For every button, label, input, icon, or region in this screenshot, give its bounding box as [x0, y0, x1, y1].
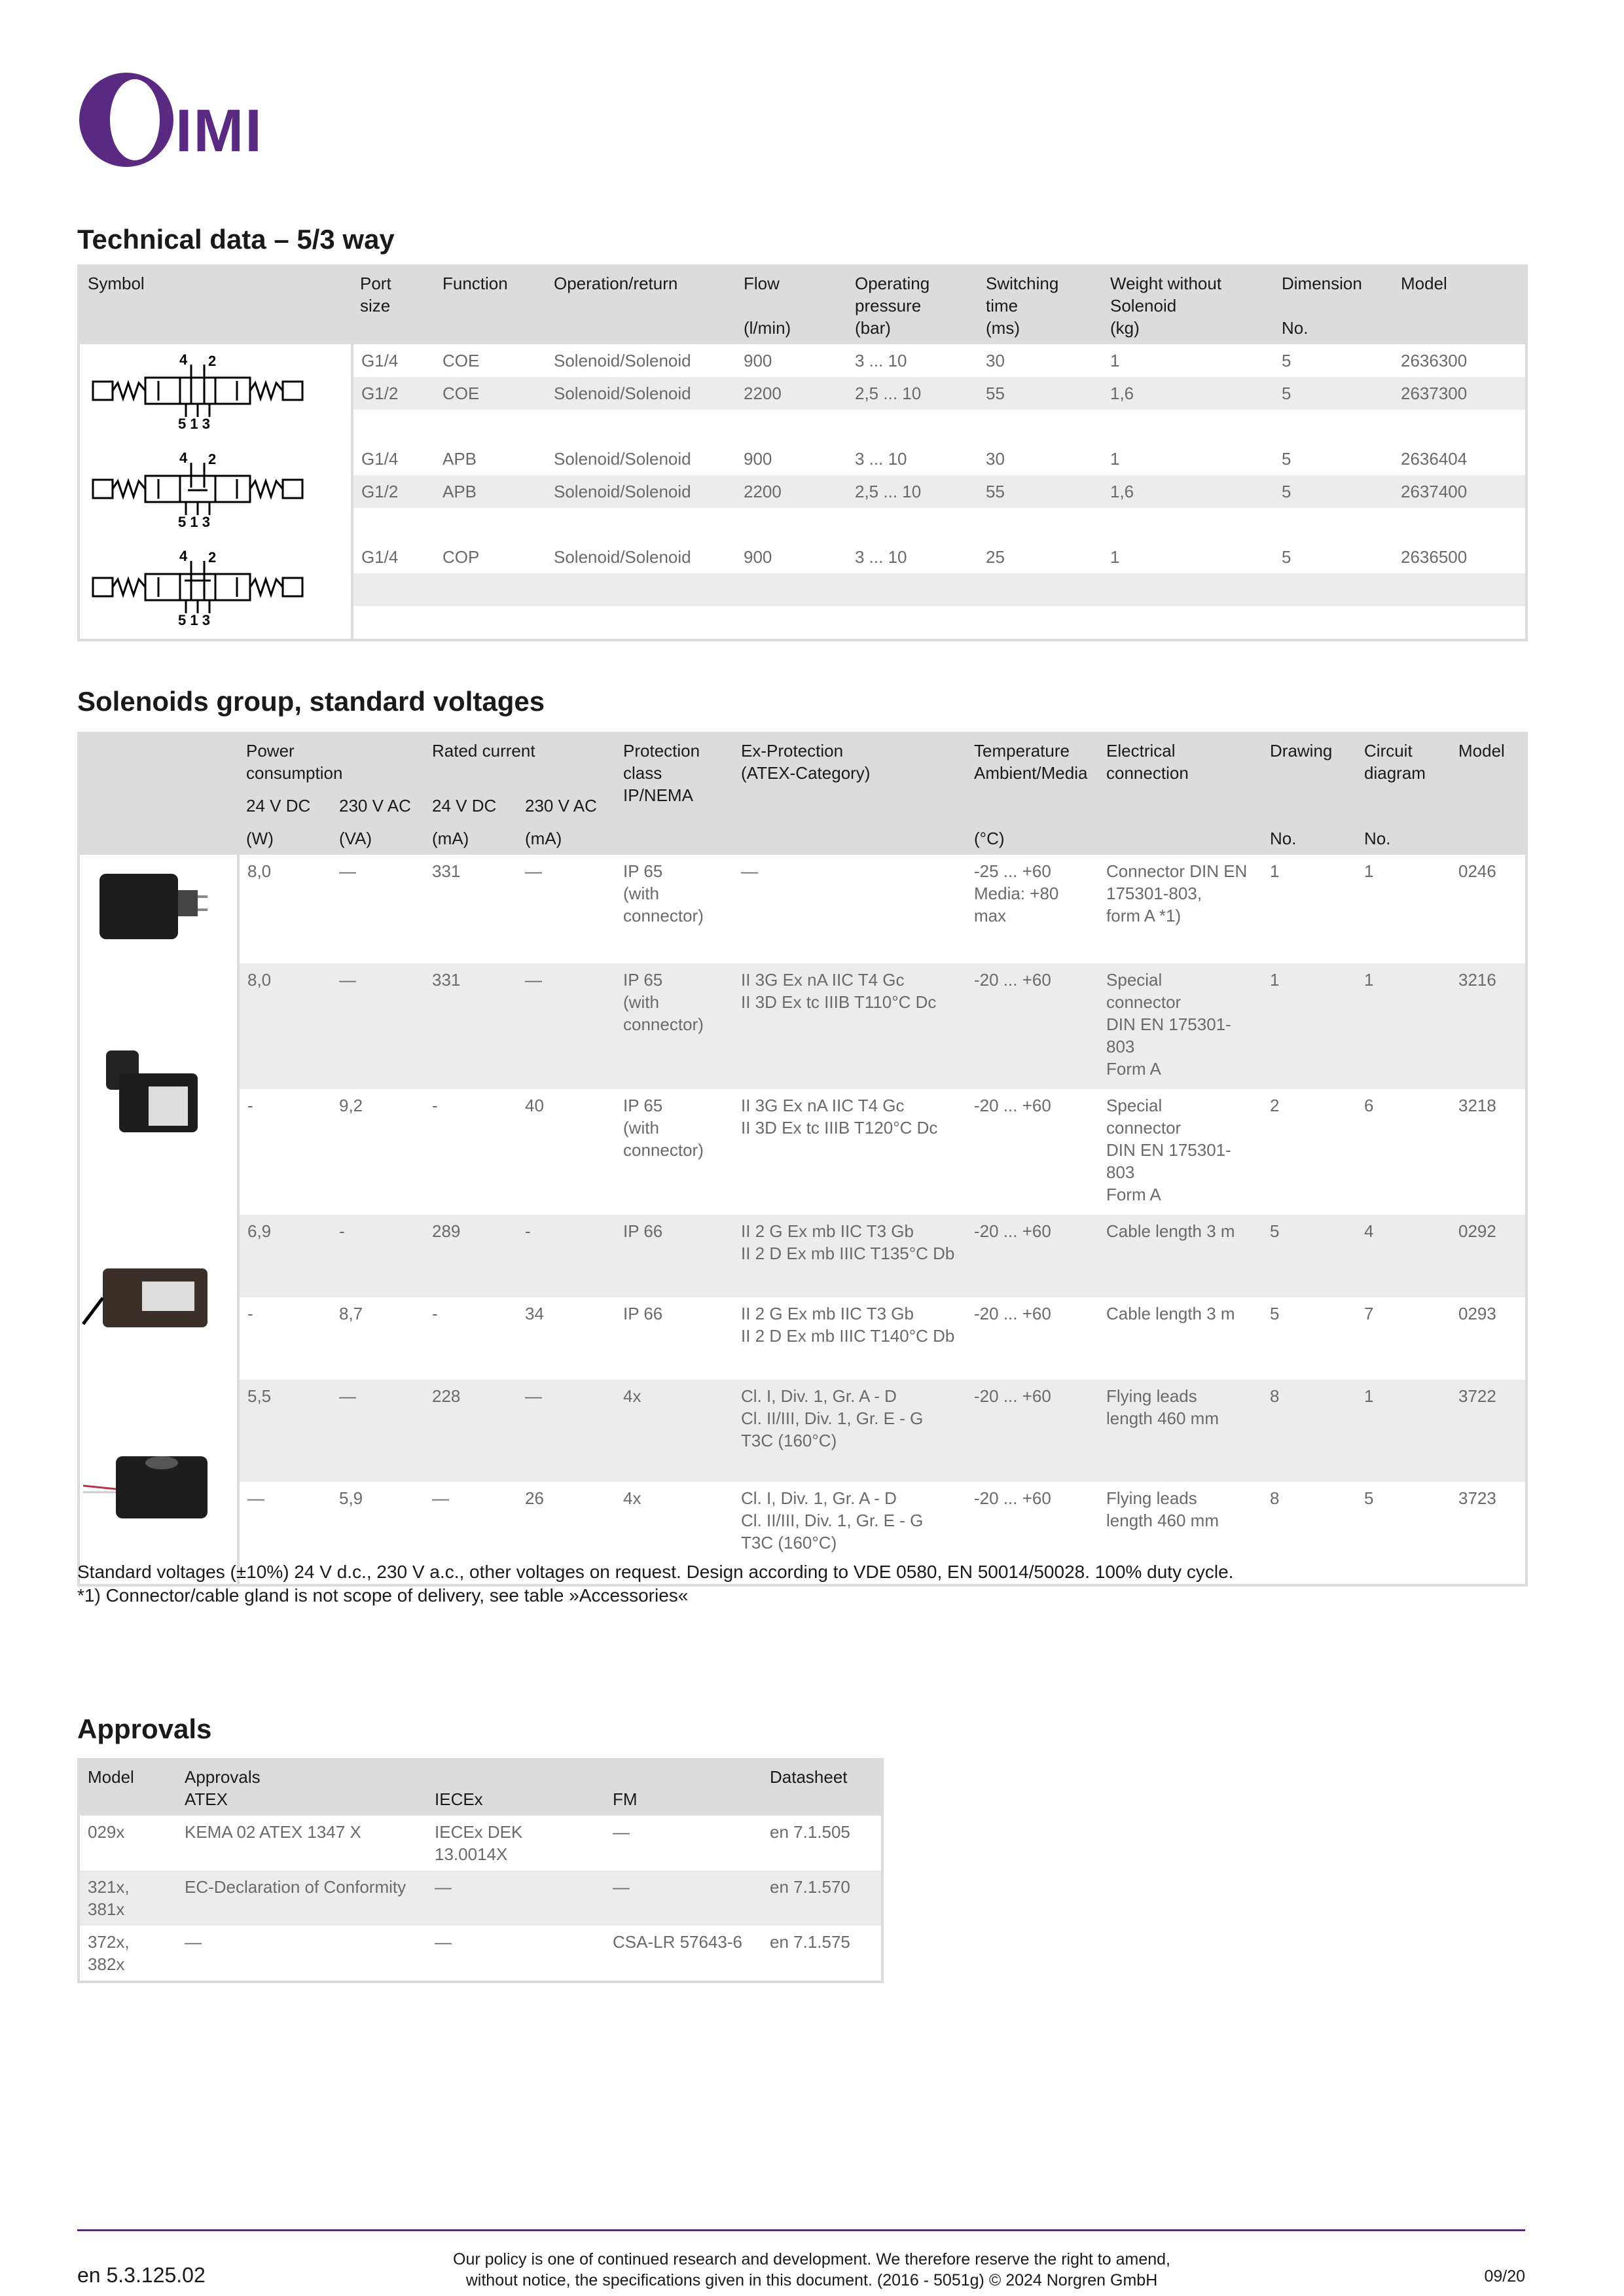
cell-flow: [736, 573, 847, 606]
cell-model: [1393, 573, 1526, 606]
cell-dimension: [1274, 573, 1393, 606]
cell-elec: Special connector DIN EN 175301-803 Form A: [1098, 963, 1262, 1089]
header-dimension: Dimension No.: [1274, 266, 1393, 344]
cell-protection: 4x: [615, 1482, 733, 1585]
footer-policy: Our policy is one of continued research and development. We therefore reserve the right to amend, without notice, the specifications given in this document. (2016 - 5051g) © 2024 Norgren GmbH: [453, 2250, 1170, 2289]
technical-data-title: Technical data – 5/3 way: [77, 224, 395, 255]
approval-row: [79, 1926, 882, 1982]
cell-model: 2636500: [1393, 541, 1526, 573]
cell-fm: —: [605, 1816, 762, 1871]
cell-elec: Flying leads length 460 mm: [1098, 1380, 1262, 1482]
imi-logo: [77, 71, 293, 182]
cell-switching: 55: [978, 475, 1102, 508]
cell-datasheet: en 7.1.570: [762, 1871, 882, 1926]
cell-i_dc: 228: [424, 1380, 517, 1482]
cell-i_dc: 331: [424, 855, 517, 963]
header-atex: ATEX: [185, 1789, 228, 1809]
cell-protection: IP 66: [615, 1297, 733, 1380]
cell-circuit: 1: [1356, 855, 1451, 963]
cell-i_dc: -: [424, 1297, 517, 1380]
solenoids-table: [77, 732, 1528, 1587]
cell-i_ac: —: [517, 963, 615, 1089]
unit-ma-dc: (mA): [424, 822, 517, 855]
header-fm: FM: [605, 1759, 762, 1816]
cell-function: COP: [435, 541, 546, 573]
solenoid-row: [79, 1297, 1526, 1380]
cell-p_ac: —: [331, 1380, 424, 1482]
cell-fm: —: [605, 1871, 762, 1926]
header-current-dc: 24 V DC: [424, 789, 517, 822]
cell-port: G1/4: [352, 344, 435, 377]
port-label-2: 2: [208, 353, 217, 369]
cell-ex: II 2 G Ex mb IIC T3 Gb II 2 D Ex mb IIIC T135°C Db: [733, 1215, 966, 1297]
solenoid-row: [79, 1380, 1526, 1482]
cell-i_ac: 26: [517, 1482, 615, 1585]
cell-operation: Solenoid/Solenoid: [546, 442, 736, 475]
cell-pressure: 3 ... 10: [847, 541, 978, 573]
header-current-ac: 230 V AC: [517, 789, 615, 822]
cell-port: [352, 410, 435, 442]
technical-row: [79, 541, 1526, 573]
cell-p_ac: -: [331, 1215, 424, 1297]
cell-dimension: [1274, 508, 1393, 541]
solenoid-image-cell: [79, 963, 238, 1215]
cell-p_dc: 5,5: [238, 1380, 331, 1482]
header-electrical: Electrical connection: [1098, 733, 1262, 822]
cell-switching: 55: [978, 377, 1102, 410]
unit-ma-ac: (mA): [517, 822, 615, 855]
cell-model: 0293: [1451, 1297, 1526, 1380]
unit-blank-1: [615, 822, 733, 855]
cell-switching: 30: [978, 344, 1102, 377]
cell-model: 3723: [1451, 1482, 1526, 1585]
cell-dimension: 5: [1274, 377, 1393, 410]
port-label-4: 4: [179, 351, 188, 368]
port-label-4: 4: [179, 450, 188, 466]
cell-function: [435, 573, 546, 606]
technical-row: [79, 442, 1526, 475]
cell-elec: Cable length 3 m: [1098, 1215, 1262, 1297]
cell-datasheet: en 7.1.575: [762, 1926, 882, 1982]
solenoid-row: [79, 963, 1526, 1089]
cell-flow: 2200: [736, 377, 847, 410]
cell-temp: -20 ... +60: [966, 1215, 1098, 1297]
cell-pressure: 2,5 ... 10: [847, 377, 978, 410]
symbol-cell: [79, 344, 352, 442]
valve-symbol-icon: [80, 548, 316, 626]
cell-weight: 1,6: [1102, 475, 1274, 508]
cell-ex: II 2 G Ex mb IIC T3 Gb II 2 D Ex mb IIIC T140°C Db: [733, 1297, 966, 1380]
unit-va: (VA): [331, 822, 424, 855]
header-appr-atex: [177, 1759, 427, 1816]
cell-p_ac: 5,9: [331, 1482, 424, 1585]
cell-model: [1393, 410, 1526, 442]
solenoid-header-row-1: [79, 733, 1526, 789]
cell-port: [352, 508, 435, 541]
cell-elec: Connector DIN EN 175301-803, form A *1): [1098, 855, 1262, 963]
solenoid-coil-icon: [80, 857, 224, 956]
cell-flow: 2200: [736, 475, 847, 508]
note-standard-voltages: Standard voltages (±10%) 24 V d.c., 230 V a.c., other voltages on request. Design according to VDE 0580, EN 50014/50028. 100% duty cycle.: [77, 1562, 1234, 1582]
cell-function: APB: [435, 475, 546, 508]
cell-model: 0292: [1451, 1215, 1526, 1297]
cell-operation: [546, 606, 736, 640]
approvals-header-row: [79, 1759, 882, 1816]
cell-pressure: 2,5 ... 10: [847, 475, 978, 508]
solenoids-title: Solenoids group, standard voltages: [77, 686, 545, 717]
cell-pressure: [847, 573, 978, 606]
cell-p_ac: 8,7: [331, 1297, 424, 1380]
cell-dimension: 5: [1274, 541, 1393, 573]
solenoid-coil-icon: [80, 1246, 224, 1344]
header-power-ac: 230 V AC: [331, 789, 424, 822]
cell-dimension: [1274, 606, 1393, 640]
cell-atex: KEMA 02 ATEX 1347 X: [177, 1816, 427, 1871]
cell-model: 2636300: [1393, 344, 1526, 377]
footer-date: 09/20: [1484, 2267, 1525, 2286]
solenoid-image-cell: [79, 1380, 238, 1585]
cell-i_ac: —: [517, 855, 615, 963]
cell-pressure: 3 ... 10: [847, 442, 978, 475]
cell-protection: IP 65 (with connector): [615, 855, 733, 963]
valve-symbol-icon: [80, 450, 316, 528]
cell-switching: [978, 606, 1102, 640]
unit-circuit-no: No.: [1356, 822, 1451, 855]
cell-model: 0246: [1451, 855, 1526, 963]
cell-iecex: IECEx DEK 13.0014X: [427, 1816, 605, 1871]
footer-divider: [77, 2229, 1525, 2231]
cell-p_dc: -: [238, 1089, 331, 1215]
cell-model: 2636404: [1393, 442, 1526, 475]
header-protection: Protection class IP/NEMA: [615, 733, 733, 822]
cell-circuit: 1: [1356, 1380, 1451, 1482]
cell-flow: 900: [736, 344, 847, 377]
cell-port: [352, 573, 435, 606]
cell-i_dc: -: [424, 1089, 517, 1215]
cell-ex: II 3G Ex nA IIC T4 Gc II 3D Ex tc IIIB T120°C Dc: [733, 1089, 966, 1215]
header-ex: Ex-Protection (ATEX-Category): [733, 733, 966, 822]
note-connector: *1) Connector/cable gland is not scope of delivery, see table »Accessories«: [77, 1585, 689, 1605]
cell-port: G1/2: [352, 475, 435, 508]
technical-row: [79, 344, 1526, 377]
solenoid-coil-icon: [80, 1037, 224, 1136]
unit-blank-2: [733, 822, 966, 855]
cell-i_dc: 331: [424, 963, 517, 1089]
header-approvals: Approvals: [185, 1767, 261, 1787]
cell-weight: [1102, 410, 1274, 442]
header-circuit: Circuit diagram: [1356, 733, 1451, 822]
cell-p_dc: 6,9: [238, 1215, 331, 1297]
cell-switching: [978, 573, 1102, 606]
header-power-dc: 24 V DC: [238, 789, 331, 822]
cell-switching: [978, 410, 1102, 442]
technical-data-table: [77, 264, 1528, 641]
cell-operation: [546, 573, 736, 606]
approvals-table: [77, 1758, 884, 1983]
header-switching-time: Switching time (ms): [978, 266, 1102, 344]
solenoid-header-row-3: [79, 822, 1526, 855]
cell-model: 3218: [1451, 1089, 1526, 1215]
cell-model: [1393, 606, 1526, 640]
cell-dimension: 5: [1274, 344, 1393, 377]
cell-iecex: —: [427, 1926, 605, 1982]
cell-p_dc: -: [238, 1297, 331, 1380]
cell-pressure: [847, 508, 978, 541]
cell-i_ac: 34: [517, 1297, 615, 1380]
cell-model: 3216: [1451, 963, 1526, 1089]
header-flow: Flow (l/min): [736, 266, 847, 344]
cell-flow: [736, 508, 847, 541]
port-label-513: 5 1 3: [178, 416, 210, 430]
cell-dimension: [1274, 410, 1393, 442]
cell-circuit: 7: [1356, 1297, 1451, 1380]
cell-port: G1/4: [352, 442, 435, 475]
cell-i_ac: 40: [517, 1089, 615, 1215]
cell-weight: 1: [1102, 541, 1274, 573]
cell-temp: -20 ... +60: [966, 1380, 1098, 1482]
header-model: Model: [1451, 733, 1526, 855]
cell-operation: Solenoid/Solenoid: [546, 541, 736, 573]
cell-weight: 1: [1102, 442, 1274, 475]
cell-pressure: [847, 606, 978, 640]
cell-flow: [736, 606, 847, 640]
cell-temp: -20 ... +60: [966, 1089, 1098, 1215]
cell-circuit: 6: [1356, 1089, 1451, 1215]
cell-function: COE: [435, 377, 546, 410]
unit-blank-3: [1098, 822, 1262, 855]
symbol-cell: [79, 442, 352, 541]
technical-header-row: [79, 266, 1526, 344]
cell-temp: -20 ... +60: [966, 1297, 1098, 1380]
cell-model: 321x, 381x: [79, 1871, 177, 1926]
unit-w: (W): [238, 822, 331, 855]
header-power: Power consumption: [238, 733, 424, 789]
cell-drawing: 2: [1262, 1089, 1356, 1215]
cell-i_ac: -: [517, 1215, 615, 1297]
valve-symbol-icon: [80, 351, 316, 430]
solenoid-notes: [77, 1560, 1525, 1607]
cell-circuit: 1: [1356, 963, 1451, 1089]
cell-drawing: 5: [1262, 1297, 1356, 1380]
cell-model: 029x: [79, 1816, 177, 1871]
header-operation: Operation/return: [546, 266, 736, 344]
approval-row: [79, 1871, 882, 1926]
header-iecex: IECEx: [427, 1759, 605, 1816]
solenoid-row: [79, 1089, 1526, 1215]
cell-ex: Cl. I, Div. 1, Gr. A - D Cl. II/III, Div. 1, Gr. E - G T3C (160°C): [733, 1380, 966, 1482]
cell-flow: [736, 410, 847, 442]
header-current: Rated current: [424, 733, 615, 789]
cell-switching: [978, 508, 1102, 541]
cell-circuit: 5: [1356, 1482, 1451, 1585]
cell-dimension: 5: [1274, 442, 1393, 475]
cell-drawing: 1: [1262, 963, 1356, 1089]
port-label-2: 2: [208, 549, 217, 565]
cell-p_dc: 8,0: [238, 963, 331, 1089]
solenoid-row: [79, 1215, 1526, 1297]
unit-drawing-no: No.: [1262, 822, 1356, 855]
cell-fm: CSA-LR 57643-6: [605, 1926, 762, 1982]
cell-weight: 1,6: [1102, 377, 1274, 410]
cell-drawing: 8: [1262, 1482, 1356, 1585]
header-function: Function: [435, 266, 546, 344]
cell-port: G1/4: [352, 541, 435, 573]
cell-pressure: 3 ... 10: [847, 344, 978, 377]
port-label-4: 4: [179, 548, 188, 564]
cell-switching: 25: [978, 541, 1102, 573]
cell-atex: EC-Declaration of Conformity: [177, 1871, 427, 1926]
cell-function: APB: [435, 442, 546, 475]
cell-temp: -20 ... +60: [966, 963, 1098, 1089]
cell-protection: 4x: [615, 1380, 733, 1482]
cell-operation: [546, 508, 736, 541]
cell-ex: II 3G Ex nA IIC T4 Gc II 3D Ex tc IIIB T110°C Dc: [733, 963, 966, 1089]
cell-i_dc: —: [424, 1482, 517, 1585]
cell-flow: 900: [736, 442, 847, 475]
header-temperature: Temperature Ambient/Media: [966, 733, 1098, 822]
cell-protection: IP 65 (with connector): [615, 1089, 733, 1215]
header-weight: Weight without Solenoid (kg): [1102, 266, 1274, 344]
cell-weight: [1102, 606, 1274, 640]
approvals-title: Approvals: [77, 1713, 212, 1744]
port-label-2: 2: [208, 451, 217, 467]
cell-temp: -25 ... +60 Media: +80 max: [966, 855, 1098, 963]
header-pressure: Operating pressure (bar): [847, 266, 978, 344]
cell-operation: [546, 410, 736, 442]
header-image-blank: [79, 733, 238, 855]
footer-doc-number: en 5.3.125.02: [77, 2263, 206, 2287]
cell-model: 2637300: [1393, 377, 1526, 410]
header-datasheet: Datasheet: [762, 1759, 882, 1816]
cell-i_dc: 289: [424, 1215, 517, 1297]
solenoid-image-cell: [79, 1215, 238, 1380]
port-label-513: 5 1 3: [178, 514, 210, 528]
cell-weight: [1102, 573, 1274, 606]
cell-i_ac: —: [517, 1380, 615, 1482]
cell-weight: 1: [1102, 344, 1274, 377]
cell-port: [352, 606, 435, 640]
cell-elec: Flying leads length 460 mm: [1098, 1482, 1262, 1585]
cell-elec: Cable length 3 m: [1098, 1297, 1262, 1380]
cell-function: [435, 606, 546, 640]
cell-ex: Cl. I, Div. 1, Gr. A - D Cl. II/III, Div. 1, Gr. E - G T3C (160°C): [733, 1482, 966, 1585]
cell-p_ac: —: [331, 963, 424, 1089]
cell-drawing: 8: [1262, 1380, 1356, 1482]
logo-text: IMI: [175, 98, 263, 164]
cell-p_ac: 9,2: [331, 1089, 424, 1215]
unit-celsius: (°C): [966, 822, 1098, 855]
imi-logo-ring-icon: [77, 71, 175, 169]
cell-p_ac: —: [331, 855, 424, 963]
header-appr-model: Model: [79, 1759, 177, 1816]
cell-dimension: 5: [1274, 475, 1393, 508]
cell-temp: -20 ... +60: [966, 1482, 1098, 1585]
cell-model: 2637400: [1393, 475, 1526, 508]
cell-iecex: —: [427, 1871, 605, 1926]
cell-function: [435, 508, 546, 541]
cell-weight: [1102, 508, 1274, 541]
symbol-cell: [79, 541, 352, 640]
cell-operation: Solenoid/Solenoid: [546, 377, 736, 410]
solenoid-row: [79, 855, 1526, 963]
cell-function: COE: [435, 344, 546, 377]
approval-row: [79, 1816, 882, 1871]
cell-circuit: 4: [1356, 1215, 1451, 1297]
cell-drawing: 5: [1262, 1215, 1356, 1297]
header-symbol: Symbol: [79, 266, 352, 344]
cell-pressure: [847, 410, 978, 442]
solenoid-coil-icon: [80, 1430, 224, 1528]
cell-model: 3722: [1451, 1380, 1526, 1482]
cell-operation: Solenoid/Solenoid: [546, 475, 736, 508]
cell-elec: Special connector DIN EN 175301-803 Form A: [1098, 1089, 1262, 1215]
cell-protection: IP 65 (with connector): [615, 963, 733, 1089]
cell-function: [435, 410, 546, 442]
cell-ex: —: [733, 855, 966, 963]
cell-p_dc: 8,0: [238, 855, 331, 963]
cell-port: G1/2: [352, 377, 435, 410]
header-port-size: Port size: [352, 266, 435, 344]
cell-model: 372x, 382x: [79, 1926, 177, 1982]
cell-operation: Solenoid/Solenoid: [546, 344, 736, 377]
cell-datasheet: en 7.1.505: [762, 1816, 882, 1871]
cell-flow: 900: [736, 541, 847, 573]
cell-protection: IP 66: [615, 1215, 733, 1297]
solenoid-image-cell: [79, 855, 238, 963]
cell-p_dc: —: [238, 1482, 331, 1585]
cell-switching: 30: [978, 442, 1102, 475]
cell-model: [1393, 508, 1526, 541]
cell-drawing: 1: [1262, 855, 1356, 963]
header-model: Model: [1393, 266, 1526, 344]
cell-atex: —: [177, 1926, 427, 1982]
header-drawing: Drawing: [1262, 733, 1356, 822]
port-label-513: 5 1 3: [178, 612, 210, 626]
